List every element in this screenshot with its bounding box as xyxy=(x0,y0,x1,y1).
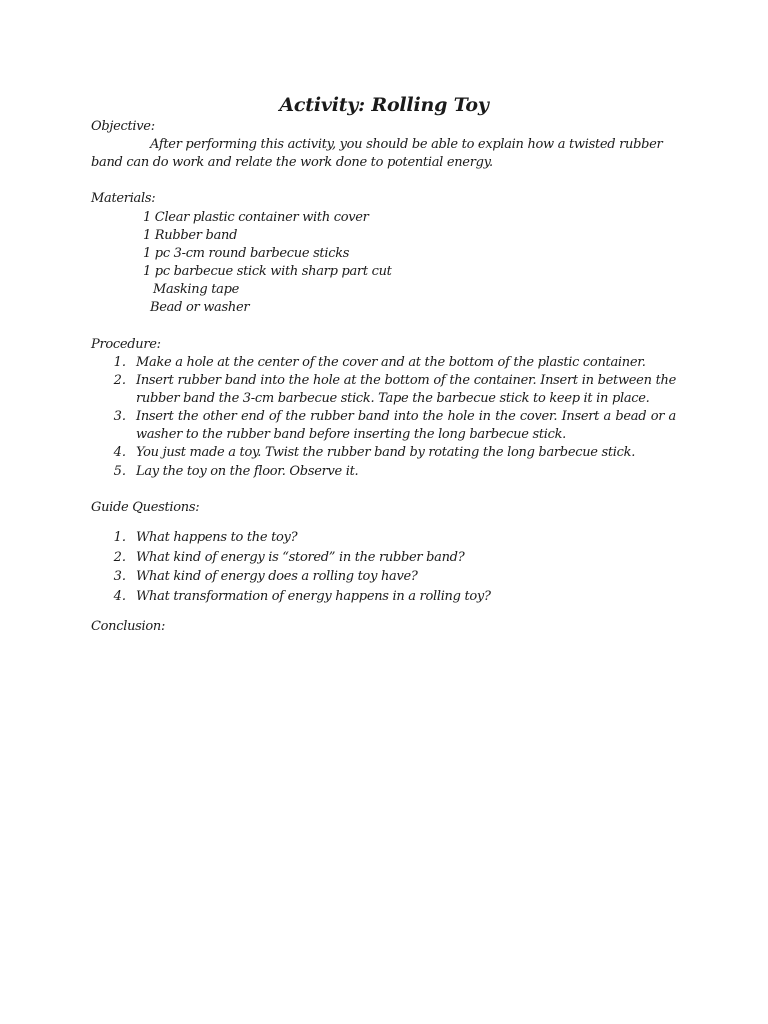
materials-heading: Materials: xyxy=(91,191,156,206)
materials-item: 1 pc barbecue stick with sharp part cut xyxy=(143,264,392,279)
objective-text-line-2: band can do work and relate the work done to potential energy. xyxy=(91,155,493,170)
materials-item: Bead or washer xyxy=(150,300,250,315)
procedure-step-number: 2. xyxy=(113,373,126,388)
guide-question: What kind of energy does a rolling toy have? xyxy=(136,569,418,584)
procedure-step-number: 5. xyxy=(113,464,126,479)
procedure-step: Insert rubber band into the hole at the bottom of the container. Insert in between the rubber band the 3-cm barbecue stick. Tape the barbecue stick to keep it in place. xyxy=(136,373,676,406)
procedure-step: You just made a toy. Twist the rubber band by rotating the long barbecue stick. xyxy=(136,445,636,460)
guide-question: What kind of energy is “stored” in the rubber band? xyxy=(136,550,465,565)
guide-question-number: 1. xyxy=(113,530,126,545)
guide-question: What happens to the toy? xyxy=(136,530,298,545)
guide-question-number: 3. xyxy=(113,569,126,584)
page-title: Activity: Rolling Toy xyxy=(279,94,489,116)
guide-question-number: 2. xyxy=(113,550,126,565)
procedure-step-number: 3. xyxy=(113,409,126,424)
objective-heading: Objective: xyxy=(91,119,155,134)
materials-item: 1 Rubber band xyxy=(143,228,238,243)
guide-question: What transformation of energy happens in a rolling toy? xyxy=(136,589,491,604)
procedure-step-number: 4. xyxy=(113,445,126,460)
procedure-step-number: 1. xyxy=(113,355,126,370)
procedure-step: Lay the toy on the floor. Observe it. xyxy=(136,464,359,479)
procedure-heading: Procedure: xyxy=(91,337,161,352)
procedure-step: Make a hole at the center of the cover and at the bottom of the plastic container. xyxy=(136,355,646,370)
conclusion-heading: Conclusion: xyxy=(91,619,166,634)
guide-question-number: 4. xyxy=(113,589,126,604)
materials-item: 1 pc 3-cm round barbecue sticks xyxy=(143,246,350,261)
materials-item: 1 Clear plastic container with cover xyxy=(143,210,369,225)
materials-item: Masking tape xyxy=(153,282,239,297)
guide-questions-heading: Guide Questions: xyxy=(91,500,200,515)
procedure-step: Insert the other end of the rubber band into the hole in the cover. Insert a bead or a washer to the rubber band before inserting the long barbecue stick. xyxy=(136,409,676,442)
objective-text-line-1: After performing this activity, you should be able to explain how a twisted rubber xyxy=(150,137,663,152)
